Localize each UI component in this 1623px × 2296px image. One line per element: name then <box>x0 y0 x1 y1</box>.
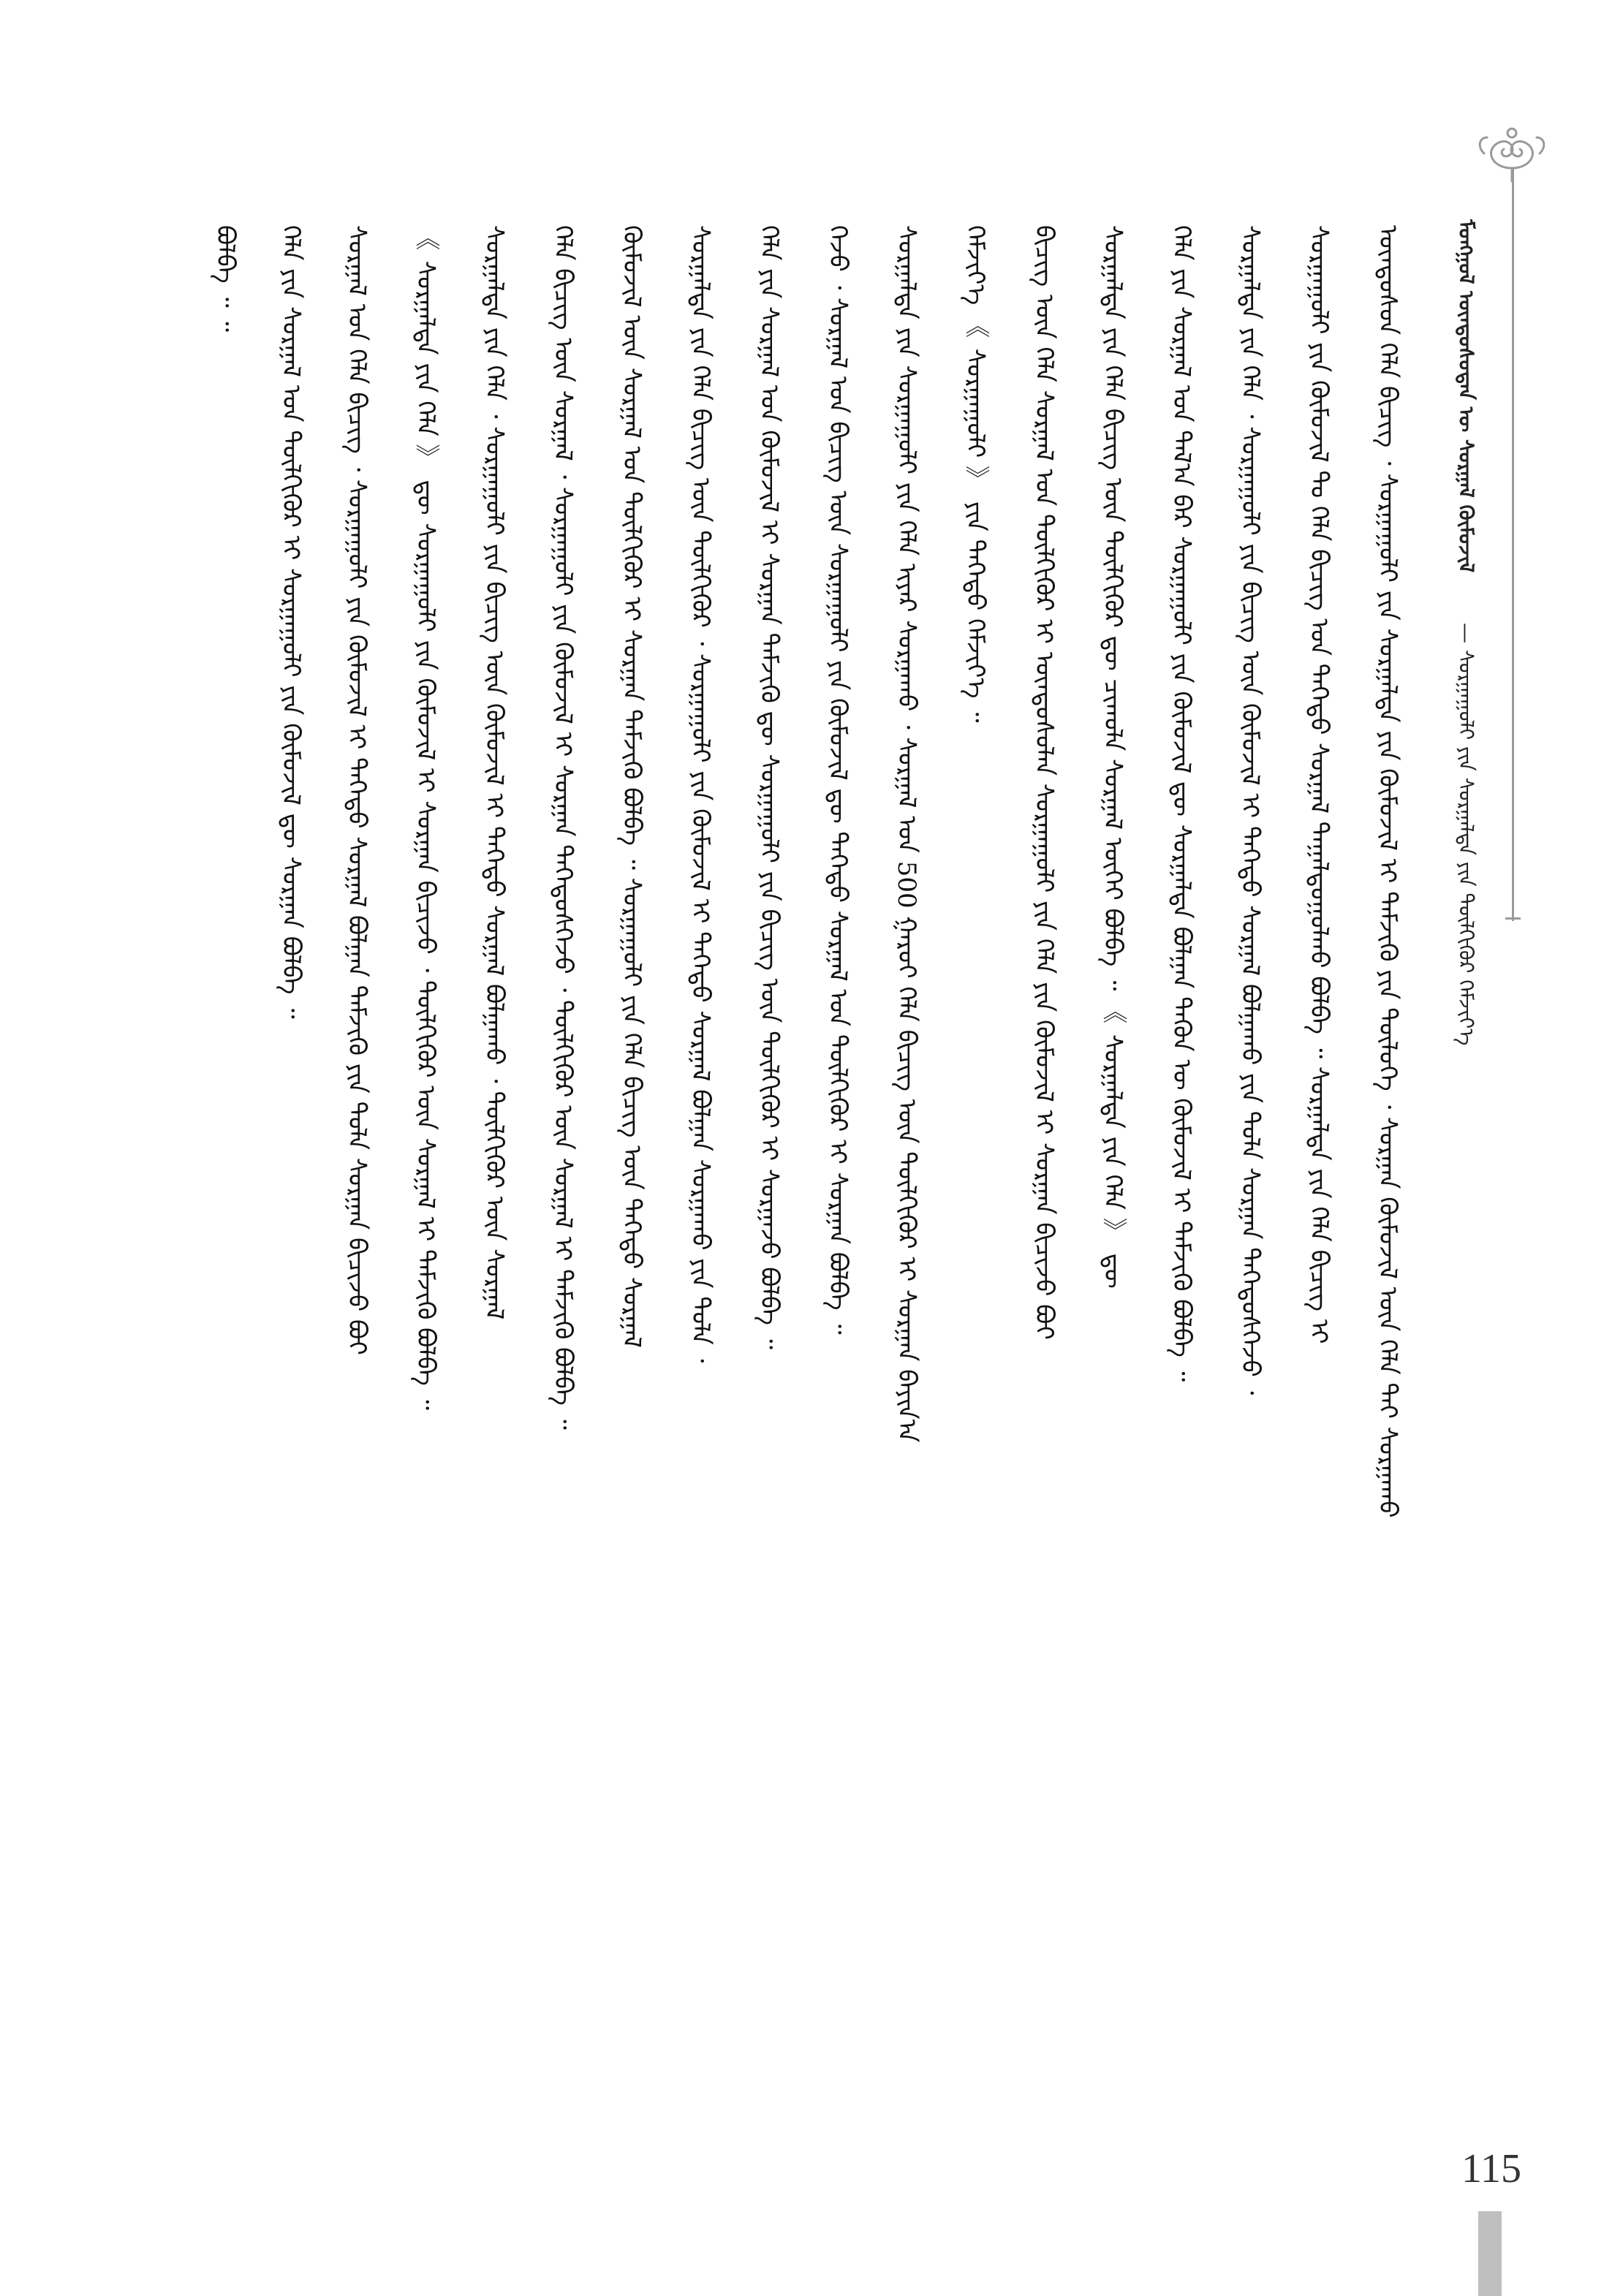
text-column: ᠪᠣᠯᠪᠠ ᠃ ᠃ <box>211 225 240 332</box>
running-head <box>1444 219 1495 1572</box>
text-column: ᠬᠡᠮᠵᠢᠶ᠎ᠡ 《 ᠰᠤᠷᠭᠠᠭᠤᠯᠢ 》 ᠶᠢᠨ ᠳᠡᠭᠡᠳᠦ ᠬᠡᠮᠵᠢᠶ᠎ᠡ ᠃ <box>961 225 990 723</box>
text-column: ᠬᠡᠯᠡ ᠶᠢᠨ ᠰᠤᠷᠭᠠᠯ ᠤᠨ ᠬᠦᠮᠦᠵᠢᠯ ᠢ ᠰᠤᠷᠭᠠᠨ ᠳᠡᠮᠵᠢᠬᠦ ᠳᠦ ᠰᠤᠷᠭᠠᠭᠤᠯᠢ ᠶᠢᠨ ᠪᠢᠴᠢᠭ ᠦᠨ ᠲᠦᠯᠬᠢᠭᠦᠷ ᠢ ᠰᠤᠷᠭᠠᠵᠤ ᠪᠣᠯᠪᠠ ᠃ <box>754 225 784 1350</box>
text-column: ᠰᠤᠷᠭᠠᠯᠲᠠ ᠶᠢᠨ ᠬᠡᠯᠡ ᠪᠢᠴᠢᠭ ᠦᠨ ᠲᠦᠯᠬᠢᠭᠦᠷ ᠂ ᠰᠤᠷᠭᠠᠭᠤᠯᠢ ᠶᠢᠨ ᠬᠦᠮᠦᠵᠢᠯ ᠢ ᠳᠡᠭᠡᠳᠦ ᠰᠤᠷᠭᠠᠯ ᠪᠣᠯᠭᠠᠨ ᠰᠤᠷᠭᠠᠬᠤ ᠶᠢᠨ ᠲᠤᠯᠠ ᠂ <box>686 225 715 1363</box>
text-column: ᠬᠦᠮᠦᠵᠢᠯ ᠦᠨ ᠰᠤᠷᠭᠠᠯ ᠤᠨ ᠲᠦᠯᠬᠢᠭᠦᠷ ᠢ ᠰᠤᠷᠭᠠᠨ ᠳᠡᠮᠵᠢᠬᠦ ᠪᠣᠯᠪᠠ ᠃ ᠰᠤᠷᠭᠠᠭᠤᠯᠢ ᠶᠢᠨ ᠬᠡᠯᠡ ᠪᠢᠴᠢᠭ ᠦᠨ ᠳᠡᠭᠡᠳᠦ ᠰᠤᠷᠭᠠᠯ <box>617 225 646 1348</box>
header-rule <box>1512 168 1514 921</box>
page-tab-marker <box>1478 2211 1502 2296</box>
text-column: ᠪᠢᠴᠢᠭ ᠦᠨ ᠬᠡᠯᠡ ᠰᠤᠷᠭᠠᠯ ᠤᠨ ᠲᠦᠯᠬᠢᠭᠦᠷ ᠢ ᠦᠨᠳᠦᠰᠦᠯᠡᠨ ᠰᠤᠷᠭᠠᠭᠤᠯᠢ ᠶᠢᠨ ᠬᠡᠯᠡ ᠶᠢᠨ ᠬᠦᠮᠦᠵᠢᠯ ᠢ ᠰᠤᠷᠭᠠᠨ ᠪᠢᠴᠢᠵᠦ ᠪᠤᠢ <box>1029 225 1059 1340</box>
page-number: 115 <box>1461 2146 1521 2191</box>
text-column: ᠰᠤᠷᠭᠠᠯᠲᠠ ᠶᠢᠨ ᠬᠡᠯᠡ ᠪᠢᠴᠢᠭ ᠦᠨ ᠲᠦᠯᠬᠢᠭᠦᠷ ᠳᠦ ᠴᠢᠬᠤᠯᠠ ᠰᠤᠷᠭᠠᠯ ᠦᠭᠡᠢ ᠪᠣᠯᠪᠠ ᠃ 《 ᠰᠤᠷᠭᠠᠯᠲᠠ ᠶᠢᠨ ᠬᠡᠯᠡ 》 ᠳᠦ <box>1098 225 1127 1289</box>
text-column: ᠭᠡᠵᠦ ᠂ ᠰᠤᠷᠭᠠᠯ ᠤᠨ ᠪᠢᠴᠢᠭ ᠦᠨ ᠰᠤᠷᠭᠠᠭᠤᠯᠢ ᠶᠢᠨ ᠬᠦᠮᠦᠵᠢᠯ ᠳᠦ ᠳᠡᠭᠡᠳᠦ ᠰᠤᠷᠭᠠᠯ ᠤᠨ ᠲᠦᠯᠬᠢᠭᠦᠷ ᠢ ᠰᠤᠷᠭᠠᠨ ᠪᠣᠯᠪᠠ ᠃ <box>823 225 852 1335</box>
text-column: ᠰᠤᠷᠭᠠᠭᠤᠯᠢ ᠶᠢᠨ ᠬᠦᠮᠦᠵᠢᠯ ᠲᠤ ᠬᠡᠯᠡ ᠪᠢᠴᠢᠭ ᠤᠨ ᠳᠡᠭᠡᠳᠦ ᠰᠤᠷᠭᠠᠯ ᠳᠠᠭᠠᠯᠳᠤᠭᠤᠯᠬᠤ ᠪᠣᠯᠪᠠ ᠃ ᠰᠤᠷᠭᠠᠯᠲᠠ ᠶᠢᠨ ᠬᠡᠯᠡ ᠪᠢᠴᠢᠭ ᠢ <box>1304 225 1333 1344</box>
text-column: ᠰᠤᠷᠭᠠᠯᠲᠠ ᠶᠢᠨ ᠬᠡᠯᠡ ᠂ ᠰᠤᠷᠭᠠᠭᠤᠯᠢ ᠶᠢᠨ ᠪᠢᠴᠢᠭ ᠦᠨ ᠬᠦᠮᠦᠵᠢᠯ ᠢ ᠳᠡᠭᠡᠳᠦ ᠰᠤᠷᠭᠠᠯ ᠪᠣᠯᠭᠠᠬᠤ ᠶᠢᠨ ᠲᠤᠯᠠ ᠰᠤᠷᠭᠠᠨ ᠳᠡᠭᠡᠳᠦᠰᠬᠡᠵᠦ ᠂ <box>1236 225 1265 1395</box>
scroll-ornament-icon <box>1469 117 1572 183</box>
running-head-title: ᠮᠣᠩᠭᠣᠯ ᠦᠨᠳᠦᠰᠦᠲᠡᠨ ᠦ ᠰᠤᠷᠭᠠᠯ ᠬᠦᠮᠦᠵᠢᠯ <box>1454 219 1478 573</box>
text-column: ᠦᠨᠳᠦᠰᠦᠨ ᠬᠡᠯᠡ ᠪᠢᠴᠢᠭ ᠂ ᠰᠤᠷᠭᠠᠭᠤᠯᠢ ᠶᠢᠨ ᠰᠤᠷᠭᠠᠯᠲᠠ ᠶᠢᠨ ᠬᠦᠮᠦᠵᠢᠯ ᠢ ᠳᠡᠮᠵᠢᠬᠦ ᠶᠢᠨ ᠲᠥᠯᠥᠭᠡ ᠂ ᠰᠤᠷᠭᠠᠨ ᠬᠦᠮᠦᠵᠢᠯ ᠦᠨ ᠬᠡᠯᠡ ᠲᠡᠢ ᠰᠤᠷᠭᠠᠬᠤ <box>1373 225 1402 1518</box>
header-rule-cap <box>1505 917 1521 920</box>
text-column: ᠰᠤᠷᠭᠠᠯᠲᠠ ᠶᠢᠨ ᠬᠡᠯᠡ ᠂ ᠰᠤᠷᠭᠠᠭᠤᠯᠢ ᠶᠢᠨ ᠪᠢᠴᠢᠭ ᠦᠨ ᠬᠦᠮᠦᠵᠢᠯ ᠢ ᠳᠡᠭᠡᠳᠦ ᠰᠤᠷᠭᠠᠯ ᠪᠣᠯᠭᠠᠬᠤ ᠂ ᠲᠦᠯᠬᠢᠭᠦᠷ ᠦᠨ ᠰᠤᠷᠭᠠᠯ <box>480 225 509 1320</box>
text-column: ᠰᠤᠷᠭᠠᠯ ᠤᠨ ᠬᠡᠯᠡ ᠪᠢᠴᠢᠭ ᠂ ᠰᠤᠷᠭᠠᠭᠤᠯᠢ ᠶᠢᠨ ᠬᠦᠮᠦᠵᠢᠯ ᠢ ᠳᠡᠭᠡᠳᠦ ᠰᠤᠷᠭᠠᠯ ᠪᠣᠯᠭᠠᠨ ᠳᠡᠮᠵᠢᠬᠦ ᠶᠢᠨ ᠲᠤᠯᠠ ᠰᠤᠷᠭᠠᠨ ᠪᠢᠴᠢᠵᠦ ᠪᠤᠢ <box>342 225 371 1355</box>
text-column: ᠰᠤᠷᠭᠠᠯᠲᠠ ᠶᠢᠨ ᠰᠤᠷᠭᠠᠭᠤᠯᠢ ᠶᠢᠨ ᠬᠡᠯᠡ ᠢᠶᠡᠷ ᠰᠤᠷᠭᠠᠬᠤ ᠂ ᠰᠤᠷᠭᠠᠯ ᠤᠨ 500 ᠭᠠᠷᠤᠢ ᠬᠡᠯᠡ ᠪᠢᠴᠢᠭ ᠦᠨ ᠲᠦᠯᠬᠢᠭᠦᠷ ᠢ ᠰᠤᠷᠭᠠᠨ ᠪᠠᠶᠢᠨ᠎ᠠ <box>892 225 921 1443</box>
text-column: 《 ᠰᠤᠷᠭᠠᠯᠲᠠ ᠶᠢᠨ ᠬᠡᠯᠡ 》 ᠳᠦ ᠰᠤᠷᠭᠠᠭᠤᠯᠢ ᠶᠢᠨ ᠬᠦᠮᠦᠵᠢᠯ ᠢ ᠰᠤᠷᠭᠠᠨ ᠪᠢᠴᠢᠵᠦ ᠂ ᠲᠦᠯᠬᠢᠭᠦᠷ ᠦᠨ ᠰᠤᠷᠭᠠᠯ ᠢ ᠳᠡᠮᠵᠢᠬᠦ ᠪᠣᠯᠪᠠ ᠃ <box>411 225 440 1410</box>
text-column: ᠬᠡᠯᠡ ᠶᠢᠨ ᠰᠤᠷᠭᠠᠯ ᠤᠨ ᠲᠠᠯ᠎ᠠ ᠪᠠᠷ ᠰᠤᠷᠭᠠᠭᠤᠯᠢ ᠶᠢᠨ ᠬᠦᠮᠦᠵᠢᠯ ᠳᠦ ᠰᠤᠷᠭᠠᠯᠲᠠ ᠪᠣᠯᠭᠠᠨ ᠲᠡᠭᠦᠨ ᠦ ᠬᠦᠮᠦᠵᠢᠯ ᠢ ᠳᠡᠮᠵᠢᠬᠦ ᠪᠣᠯᠪᠠ ᠃ <box>1167 225 1196 1382</box>
text-column: ᠬᠡᠯᠡ ᠪᠢᠴᠢᠭ ᠦᠨ ᠰᠤᠷᠭᠠᠯ ᠂ ᠰᠤᠷᠭᠠᠭᠤᠯᠢ ᠶᠢᠨ ᠬᠦᠮᠦᠵᠢᠯ ᠢ ᠰᠤᠷᠭᠠᠨ ᠳᠡᠭᠡᠳᠦᠰᠬᠡᠵᠦ ᠂ ᠲᠦᠯᠬᠢᠭᠦᠷ ᠦᠨ ᠰᠤᠷᠭᠠᠯ ᠢ ᠳᠡᠮᠵᠢᠬᠦ ᠪᠣᠯᠪᠠ ᠃ <box>548 225 578 1430</box>
body-text <box>203 225 1410 2060</box>
running-head-separator: — <box>1454 623 1478 644</box>
running-head-subtitle: ᠰᠤᠷᠭᠠᠭᠤᠯᠢ ᠶᠢᠨ ᠰᠤᠷᠭᠠᠯᠲᠠ ᠶᠢᠨ ᠲᠦᠯᠬᠢᠭᠦᠷ ᠬᠡᠮᠵᠢᠶ᠎ᠡ <box>1454 650 1478 1046</box>
text-column: ᠬᠡᠯᠡ ᠶᠢᠨ ᠰᠤᠷᠭᠠᠯ ᠤᠨ ᠲᠦᠯᠬᠢᠭᠦᠷ ᠢ ᠰᠤᠷᠭᠠᠭᠤᠯᠢ ᠶᠢᠨ ᠬᠦᠮᠦᠵᠢᠯ ᠳᠦ ᠰᠤᠷᠭᠠᠨ ᠪᠣᠯᠪᠠ ᠃ <box>276 225 306 1019</box>
